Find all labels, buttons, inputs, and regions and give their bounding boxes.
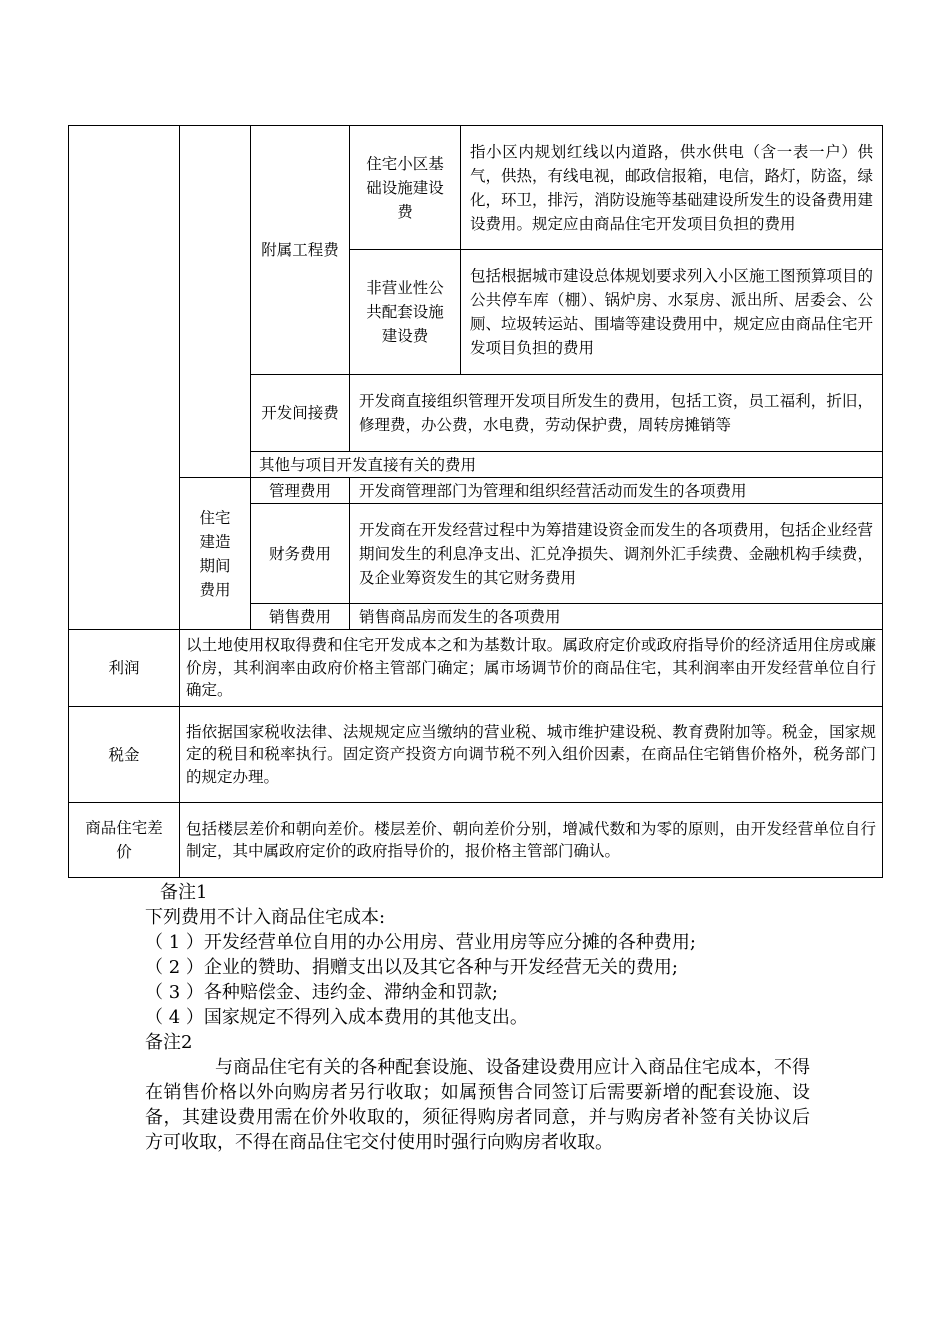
- cost-table: [68, 125, 883, 878]
- table-row: [69, 707, 883, 803]
- management-fee-label: 管理费用: [251, 478, 350, 504]
- indirect-fee-label: 开发间接费: [251, 375, 350, 452]
- tax-label: 税金: [69, 707, 180, 803]
- blank-cell-col2: [180, 126, 251, 478]
- note2-text: 与商品住宅有关的各种配套设施、设备建设费用应计入商品住宅成本，不得在销售价格以外向购房者另行收取；如属预售合同签订后需要新增的配套设施、设备，其建设费用需在价外收取的，须征得购房者同意，并与购房者补签有关协议后方可收取，不得在商品住宅交付使用时强行向购房者收取。: [145, 1057, 810, 1153]
- sales-fee-label: 销售费用: [251, 604, 350, 630]
- note1-item: （ 1 ）开发经营单位自用的办公用房、营业用房等应分摊的各种费用;: [145, 932, 696, 953]
- infrastructure-fee-label: 住宅小区基础设施建设费: [350, 126, 461, 250]
- other-fees-label: 其他与项目开发直接有关的费用: [251, 452, 883, 478]
- management-fee-desc: 开发商管理部门为管理和组织经营活动而发生的各项费用: [350, 478, 883, 504]
- note1-item: （ 2 ）企业的赞助、捐赠支出以及其它各种与开发经营无关的费用;: [145, 957, 678, 978]
- tax-desc: 指依据国家税收法律、法规规定应当缴纳的营业税、城市维护建设税、教育费附加等。税金，国家规定的税目和税率执行。固定资产投资方向调节税不列入组价因素，在商品住宅销售价格外，税务部门的规定办理。: [180, 707, 883, 803]
- table-row: [69, 803, 883, 878]
- profit-desc: 以土地使用权取得费和住宅开发成本之和为基数计取。属政府定价或政府指导价的经济适用住房或廉价房，其利润率由政府价格主管部门确定；属市场调节价的商品住宅，其利润率由开发经营单位自行确定。: [180, 630, 883, 707]
- note2-title: 备注2: [145, 1032, 193, 1053]
- construction-period-fee-label: 住宅建造期间费用: [180, 478, 251, 630]
- sales-fee-desc: 销售商品房而发生的各项费用: [350, 604, 883, 630]
- infrastructure-fee-desc: 指小区内规划红线以内道路，供水供电（含一表一户）供气，供热，有线电视，邮政信报箱，电信，路灯，防盗，绿化，环卫，排污，消防设施等基础建设所发生的设备费用建设费用。规定应由商品住宅开发项目负担的费用: [461, 126, 883, 250]
- attached-works-fee-label: 附属工程费: [251, 126, 350, 375]
- public-facility-fee-desc: 包括根据城市建设总体规划要求列入小区施工图预算项目的公共停车库（棚）、锅炉房、水泵房、派出所、居委会、公厕、垃圾转运站、围墙等建设费用中，规定应由商品住宅开发项目负担的费用: [461, 250, 883, 375]
- note1-title: 备注1: [160, 882, 208, 903]
- indirect-fee-desc: 开发商直接组织管理开发项目所发生的费用，包括工资，员工福利，折旧，修理费，办公费，水电费，劳动保护费，周转房摊销等: [350, 375, 883, 452]
- public-facility-fee-label: 非营业性公共配套设施建设费: [350, 250, 461, 375]
- note1-item: （ 3 ）各种赔偿金、违约金、滞纳金和罚款;: [145, 982, 498, 1003]
- notes-section: [145, 880, 810, 1155]
- price-diff-label: 商品住宅差价: [69, 803, 180, 878]
- note1-item: （ 4 ）国家规定不得列入成本费用的其他支出。: [145, 1007, 528, 1028]
- profit-label: 利润: [69, 630, 180, 707]
- table-row: [69, 478, 883, 504]
- price-diff-desc: 包括楼层差价和朝向差价。楼层差价、朝向差价分别，增减代数和为零的原则，由开发经营单位自行制定，其中属政府定价的政府指导价的，报价格主管部门确认。: [180, 803, 883, 878]
- table-row: [69, 630, 883, 707]
- finance-fee-label: 财务费用: [251, 504, 350, 604]
- table-row: [69, 126, 883, 250]
- note1-intro: 下列费用不计入商品住宅成本:: [145, 907, 386, 928]
- blank-cell-col1: [69, 126, 180, 630]
- finance-fee-desc: 开发商在开发经营过程中为筹措建设资金而发生的各项费用，包括企业经营期间发生的利息净支出、汇兑净损失、调剂外汇手续费、金融机构手续费，及企业筹资发生的其它财务费用: [350, 504, 883, 604]
